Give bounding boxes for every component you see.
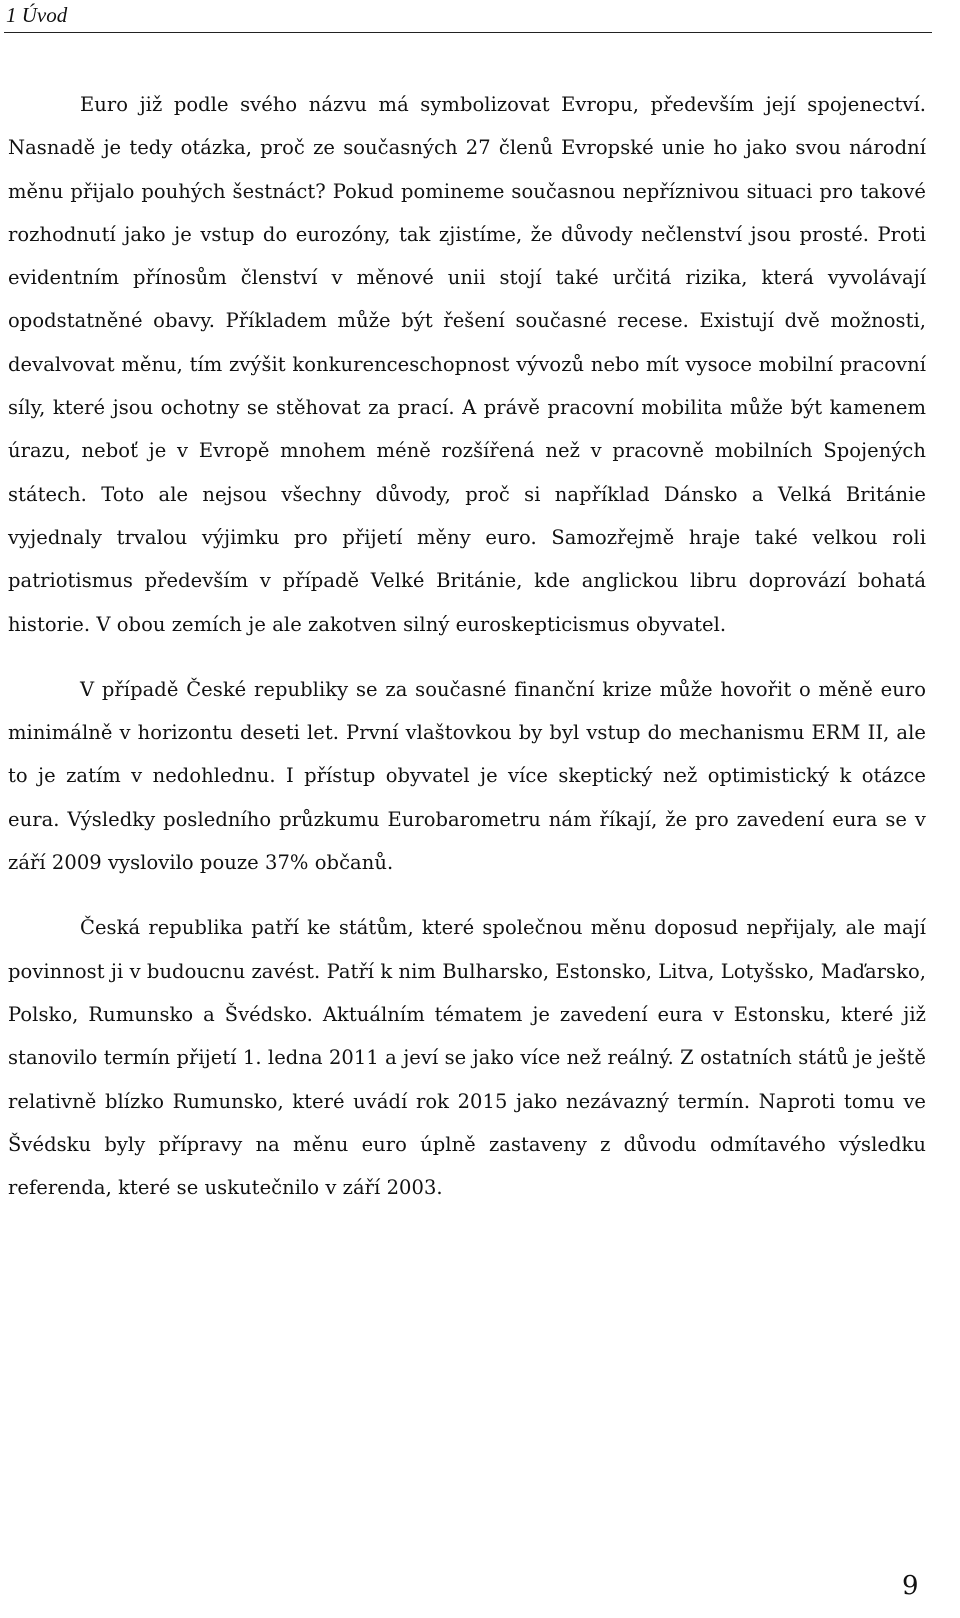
page-number: 9 [902, 1571, 919, 1601]
body-text [8, 83, 926, 1231]
paragraph-1: Euro již podle svého názvu má symbolizovat Evropu, především její spojenectví. Nasnadě je tedy otázka, proč ze současných 27 členů Evropské unie ho jako svou národní měnu přijalo pouhých šestnáct? Pokud pomineme současnou nepříznivou situaci pro takové rozhodnutí jako je vstup do eurozóny, tak zjistíme, že důvody nečlenství jsou prosté. Proti evidentním přínosům členství v měnové unii stojí také určitá rizika, která vyvolávají opodstatněné obavy. Příkladem může být řešení současné recese. Existují dvě možnosti, devalvovat měnu, tím zvýšit konkurenceschopnost vývozů nebo mít vysoce mobilní pracovní síly, které jsou ochotny se stěhovat za prací. A právě pracovní mobilita může být kamenem úrazu, neboť je v Evropě mnohem méně rozšířená než v pracovně mobilních Spojených státech. Toto ale nejsou všechny důvody, proč si například Dánsko a Velká Británie vyjednaly trvalou výjimku pro přijetí měny euro. Samozřejmě hraje také velkou roli patriotismus především v případě Velké Británie, kde anglickou libru doprovází bohatá historie. V obou zemích je ale zakotven silný euroskepticismus obyvatel. [8, 93, 926, 636]
paragraph-3: Česká republika patří ke státům, které společnou měnu doposud nepřijaly, ale mají povinnost ji v budoucnu zavést. Patří k nim Bulharsko, Estonsko, Litva, Lotyšsko, Maďarsko, Polsko, Rumunsko a Švédsko. Aktuálním tématem je zavedení eura v Estonsku, které již stanovilo termín přijetí 1. ledna 2011 a jeví se jako více než reálný. Z ostatních států je ještě relativně blízko Rumunsko, které uvádí rok 2015 jako nezávazný termín. Naproti tomu ve Švédsku byly přípravy na měnu euro úplně zastaveny z důvodu odmítavého výsledku referenda, které se uskutečnilo v září 2003. [8, 916, 926, 1200]
running-header [4, 0, 932, 33]
paragraph-2: V případě České republiky se za současné finanční krize může hovořit o měně euro minimálně v horizontu deseti let. První vlaštovkou by byl vstup do mechanismu ERM II, ale to je zatím v nedohlednu. I přístup obyvatel je více skeptický než optimistický k otázce eura. Výsledky posledního průzkumu Eurobarometru nám říkají, že pro zavedení eura se v září 2009 vyslovilo pouze 37% občanů. [8, 677, 926, 875]
chapter-heading: 1 Úvod [6, 3, 68, 27]
